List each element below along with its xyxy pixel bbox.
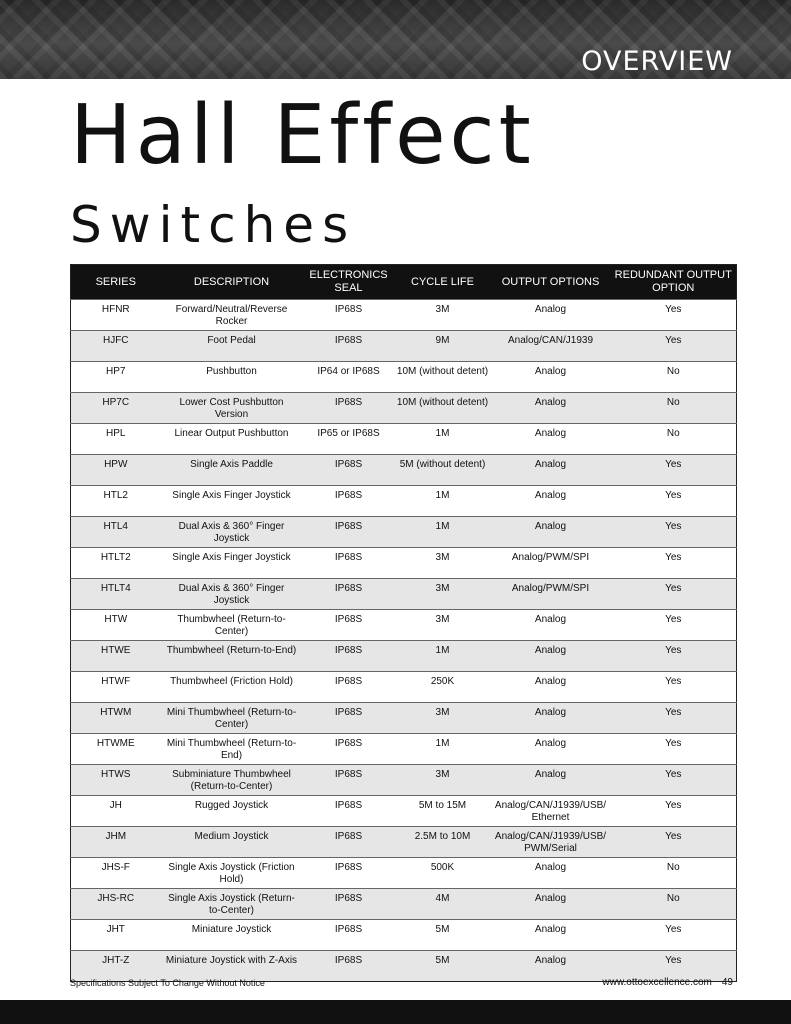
cell-redundant-output: No	[611, 393, 737, 424]
cell-cycle-life: 4M	[395, 889, 491, 920]
website-link[interactable]: www.ottoexcellence.com	[602, 977, 712, 988]
cell-output-options: Analog	[491, 703, 611, 734]
cell-electronics-seal: IP68S	[303, 641, 395, 672]
cell-cycle-life: 5M to 15M	[395, 796, 491, 827]
cell-electronics-seal: IP68S	[303, 858, 395, 889]
cell-output-options: Analog/PWM/SPI	[491, 579, 611, 610]
cell-redundant-output: Yes	[611, 517, 737, 548]
cell-series: HTLT4	[71, 579, 161, 610]
table-row	[71, 641, 737, 672]
table-row	[71, 331, 737, 362]
cell-redundant-output: Yes	[611, 579, 737, 610]
table-header-row	[71, 265, 737, 300]
column-header-cycle-life: CYCLE LIFE	[395, 265, 491, 300]
cell-redundant-output: Yes	[611, 455, 737, 486]
cell-series: HTL4	[71, 517, 161, 548]
cell-cycle-life: 500K	[395, 858, 491, 889]
table-row	[71, 424, 737, 455]
table-row	[71, 889, 737, 920]
cell-redundant-output: Yes	[611, 641, 737, 672]
cell-cycle-life: 2.5M to 10M	[395, 827, 491, 858]
table-row	[71, 827, 737, 858]
footer-right	[602, 977, 733, 988]
column-header-description: DESCRIPTION	[161, 265, 303, 300]
column-header-output-options: OUTPUT OPTIONS	[491, 265, 611, 300]
cell-redundant-output: Yes	[611, 331, 737, 362]
table-row	[71, 486, 737, 517]
cell-cycle-life: 10M (without detent)	[395, 393, 491, 424]
cell-output-options: Analog/CAN/J1939	[491, 331, 611, 362]
cell-output-options: Analog	[491, 765, 611, 796]
cell-electronics-seal: IP68S	[303, 579, 395, 610]
cell-redundant-output: No	[611, 362, 737, 393]
cell-description: Dual Axis & 360° Finger Joystick	[161, 517, 303, 548]
cell-electronics-seal: IP68S	[303, 827, 395, 858]
section-label: OVERVIEW	[581, 46, 733, 77]
cell-redundant-output: Yes	[611, 703, 737, 734]
cell-description: Miniature Joystick with Z-Axis	[161, 951, 303, 982]
table-row	[71, 672, 737, 703]
cell-description: Lower Cost Pushbutton Version	[161, 393, 303, 424]
cell-series: HTWM	[71, 703, 161, 734]
cell-electronics-seal: IP68S	[303, 951, 395, 982]
table-row	[71, 517, 737, 548]
cell-electronics-seal: IP68S	[303, 796, 395, 827]
cell-electronics-seal: IP64 or IP68S	[303, 362, 395, 393]
cell-output-options: Analog	[491, 517, 611, 548]
cell-output-options: Analog	[491, 362, 611, 393]
cell-series: HTWS	[71, 765, 161, 796]
cell-electronics-seal: IP68S	[303, 889, 395, 920]
cell-series: HTL2	[71, 486, 161, 517]
table-row	[71, 300, 737, 331]
cell-redundant-output: No	[611, 424, 737, 455]
page-subtitle: Switches	[70, 196, 357, 254]
cell-electronics-seal: IP68S	[303, 765, 395, 796]
cell-redundant-output: Yes	[611, 796, 737, 827]
cell-cycle-life: 3M	[395, 300, 491, 331]
cell-redundant-output: Yes	[611, 920, 737, 951]
cell-output-options: Analog	[491, 300, 611, 331]
footer-band	[0, 1000, 791, 1024]
cell-electronics-seal: IP68S	[303, 672, 395, 703]
cell-redundant-output: Yes	[611, 610, 737, 641]
cell-description: Medium Joystick	[161, 827, 303, 858]
cell-output-options: Analog	[491, 889, 611, 920]
table-row	[71, 796, 737, 827]
cell-electronics-seal: IP68S	[303, 920, 395, 951]
cell-description: Mini Thumbwheel (Return-to-Center)	[161, 703, 303, 734]
cell-cycle-life: 5M	[395, 951, 491, 982]
cell-redundant-output: Yes	[611, 827, 737, 858]
cell-cycle-life: 3M	[395, 765, 491, 796]
table-row	[71, 734, 737, 765]
table-row	[71, 703, 737, 734]
cell-series: HTWE	[71, 641, 161, 672]
cell-description: Single Axis Joystick (Return-to-Center)	[161, 889, 303, 920]
cell-redundant-output: Yes	[611, 765, 737, 796]
cell-cycle-life: 250K	[395, 672, 491, 703]
table-row	[71, 455, 737, 486]
cell-electronics-seal: IP68S	[303, 734, 395, 765]
cell-output-options: Analog	[491, 672, 611, 703]
cell-output-options: Analog	[491, 393, 611, 424]
cell-series: HPW	[71, 455, 161, 486]
cell-output-options: Analog	[491, 610, 611, 641]
cell-description: Miniature Joystick	[161, 920, 303, 951]
cell-description: Thumbwheel (Return-to-End)	[161, 641, 303, 672]
column-header-redundant-output: REDUNDANT OUTPUT OPTION	[611, 265, 737, 300]
cell-series: HTWF	[71, 672, 161, 703]
cell-electronics-seal: IP68S	[303, 300, 395, 331]
cell-description: Mini Thumbwheel (Return-to-End)	[161, 734, 303, 765]
header-band	[0, 0, 791, 79]
cell-description: Dual Axis & 360° Finger Joystick	[161, 579, 303, 610]
page-title: Hall Effect	[70, 88, 535, 183]
footer-disclaimer: Specifications Subject To Change Without Notice	[70, 978, 265, 988]
cell-series: HTLT2	[71, 548, 161, 579]
cell-series: HFNR	[71, 300, 161, 331]
column-header-series: SERIES	[71, 265, 161, 300]
cell-electronics-seal: IP68S	[303, 393, 395, 424]
cell-series: JHS-RC	[71, 889, 161, 920]
cell-description: Foot Pedal	[161, 331, 303, 362]
cell-description: Subminiature Thumbwheel (Return-to-Center)	[161, 765, 303, 796]
cell-redundant-output: No	[611, 858, 737, 889]
cell-redundant-output: Yes	[611, 548, 737, 579]
table-row	[71, 548, 737, 579]
cell-electronics-seal: IP68S	[303, 331, 395, 362]
cell-cycle-life: 1M	[395, 641, 491, 672]
cell-series: JH	[71, 796, 161, 827]
cell-series: JHT-Z	[71, 951, 161, 982]
cell-output-options: Analog/CAN/J1939/USB/ PWM/Serial	[491, 827, 611, 858]
cell-series: HTWME	[71, 734, 161, 765]
cell-description: Thumbwheel (Friction Hold)	[161, 672, 303, 703]
cell-cycle-life: 3M	[395, 703, 491, 734]
table-row	[71, 610, 737, 641]
cell-output-options: Analog/CAN/J1939/USB/ Ethernet	[491, 796, 611, 827]
cell-electronics-seal: IP68S	[303, 486, 395, 517]
table-row	[71, 393, 737, 424]
cell-output-options: Analog/PWM/SPI	[491, 548, 611, 579]
cell-description: Single Axis Paddle	[161, 455, 303, 486]
cell-cycle-life: 5M (without detent)	[395, 455, 491, 486]
table-row	[71, 920, 737, 951]
cell-redundant-output: Yes	[611, 486, 737, 517]
cell-output-options: Analog	[491, 424, 611, 455]
cell-output-options: Analog	[491, 486, 611, 517]
cell-electronics-seal: IP68S	[303, 703, 395, 734]
cell-electronics-seal: IP68S	[303, 455, 395, 486]
cell-description: Single Axis Finger Joystick	[161, 548, 303, 579]
cell-cycle-life: 5M	[395, 920, 491, 951]
page-number: 49	[721, 977, 733, 988]
cell-description: Single Axis Finger Joystick	[161, 486, 303, 517]
cell-electronics-seal: IP68S	[303, 548, 395, 579]
cell-cycle-life: 3M	[395, 579, 491, 610]
cell-redundant-output: Yes	[611, 672, 737, 703]
cell-cycle-life: 1M	[395, 517, 491, 548]
table-row	[71, 858, 737, 889]
cell-description: Thumbwheel (Return-to-Center)	[161, 610, 303, 641]
cell-series: HPL	[71, 424, 161, 455]
cell-description: Forward/Neutral/Reverse Rocker	[161, 300, 303, 331]
cell-series: JHM	[71, 827, 161, 858]
table-body	[71, 300, 737, 982]
cell-cycle-life: 1M	[395, 486, 491, 517]
cell-output-options: Analog	[491, 858, 611, 889]
spec-table	[70, 264, 737, 982]
cell-output-options: Analog	[491, 641, 611, 672]
cell-cycle-life: 3M	[395, 610, 491, 641]
cell-electronics-seal: IP68S	[303, 610, 395, 641]
cell-series: JHT	[71, 920, 161, 951]
cell-output-options: Analog	[491, 734, 611, 765]
cell-description: Single Axis Joystick (Friction Hold)	[161, 858, 303, 889]
cell-series: HP7	[71, 362, 161, 393]
cell-description: Linear Output Pushbutton	[161, 424, 303, 455]
cell-redundant-output: No	[611, 889, 737, 920]
cell-series: JHS-F	[71, 858, 161, 889]
table-row	[71, 765, 737, 796]
cell-series: HJFC	[71, 331, 161, 362]
cell-output-options: Analog	[491, 455, 611, 486]
cell-electronics-seal: IP65 or IP68S	[303, 424, 395, 455]
cell-redundant-output: Yes	[611, 734, 737, 765]
cell-cycle-life: 9M	[395, 331, 491, 362]
cell-cycle-life: 10M (without detent)	[395, 362, 491, 393]
cell-series: HP7C	[71, 393, 161, 424]
cell-cycle-life: 3M	[395, 548, 491, 579]
cell-description: Pushbutton	[161, 362, 303, 393]
table-row	[71, 362, 737, 393]
table-row	[71, 579, 737, 610]
cell-redundant-output: Yes	[611, 300, 737, 331]
cell-redundant-output: Yes	[611, 951, 737, 982]
column-header-electronics-seal: ELECTRONICS SEAL	[303, 265, 395, 300]
cell-cycle-life: 1M	[395, 424, 491, 455]
cell-description: Rugged Joystick	[161, 796, 303, 827]
cell-output-options: Analog	[491, 920, 611, 951]
cell-cycle-life: 1M	[395, 734, 491, 765]
cell-electronics-seal: IP68S	[303, 517, 395, 548]
cell-output-options: Analog	[491, 951, 611, 982]
cell-series: HTW	[71, 610, 161, 641]
